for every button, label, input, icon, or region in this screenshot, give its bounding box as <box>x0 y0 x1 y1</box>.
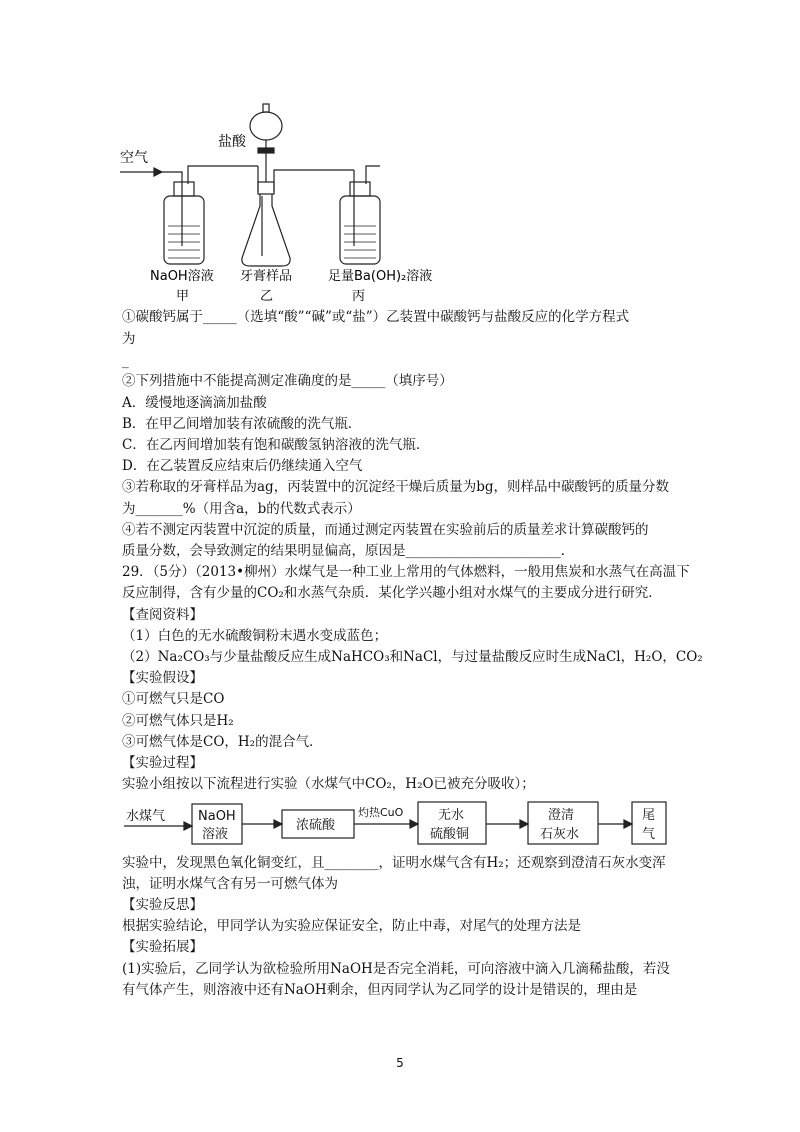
section-heading: 【查阅资料】 <box>122 607 203 623</box>
text-line: 实验小组按以下流程进行实验（水煤气中CO₂，H₂O已被充分吸收）； <box>122 776 535 792</box>
text-line: ①可燃气只是CO <box>122 691 225 707</box>
section-heading: 【实验拓展】 <box>122 939 203 955</box>
text-line: ②下列措施中不能提高测定准确度的是_____（填序号） <box>122 373 453 389</box>
bottle-c-name: 丙 <box>352 289 366 304</box>
text-line: ①碳酸钙属于_____（选填“酸”“碱”或“盐”）乙装置中碳酸钙与盐酸反应的化学方程式 <box>122 309 630 325</box>
flow-box1-line1: NaOH <box>198 809 236 824</box>
flow-arrow3-label: 灼热CuO <box>358 806 404 819</box>
flow-box4-line1: 澄清 <box>548 808 575 823</box>
section-heading: 【实验反思】 <box>122 897 203 913</box>
section-heading: 【实验过程】 <box>122 755 203 771</box>
page-number: 5 <box>396 1056 404 1070</box>
text-line: ②可燃气体只是H₂ <box>122 713 234 729</box>
flow-box4-line2: 石灰水 <box>540 827 580 842</box>
text-line: 为_______%（用含a，b的代数式表示） <box>122 501 361 517</box>
flow-box1-line2: 溶液 <box>202 827 229 842</box>
flow-box3-line1: 无水 <box>438 808 465 823</box>
flask-label: 牙膏样品 <box>240 269 293 284</box>
flow-start-label: 水煤气 <box>126 809 166 824</box>
flow-box2-label: 浓硫酸 <box>296 818 336 833</box>
text-line: 实验中，发现黑色氧化铜变红，且________，证明水煤气含有H₂；还观察到澄清石灰水变浑 <box>122 855 666 871</box>
text-line: ④若不测定丙装置中沉淀的质量，而通过测定丙装置在实验前后的质量差求计算碳酸钙的 <box>122 522 649 538</box>
bottle-a-label: NaOH溶液 <box>150 269 214 284</box>
text-line: B．在甲乙间增加装有浓硫酸的洗气瓶． <box>122 416 362 432</box>
text-line: A．缓慢地逐滴滴加盐酸 <box>122 395 267 411</box>
text-line: （2）Na₂CO₃与少量盐酸反应生成NaHCO₃和NaCl，与过量盐酸反应时生成NaCl，H₂O，CO₂ <box>122 649 703 665</box>
question-29-line: 29．（5分）（2013•柳州）水煤气是一种工业上常用的气体燃料，一般用焦炭和水蒸气在高温下 <box>122 564 690 580</box>
flask-name: 乙 <box>260 289 274 304</box>
flow-box5-line1: 尾 <box>642 808 656 823</box>
text-line: C．在乙丙间增加装有饱和碳酸氢钠溶液的洗气瓶． <box>122 437 430 453</box>
text-line: 根据实验结论，甲同学认为实验应保证安全，防止中毒，对尾气的处理方法是 <box>122 918 581 934</box>
text-line: ③可燃气体是CO，H₂的混合气． <box>122 734 323 750</box>
section-heading: 【实验假设】 <box>122 670 203 686</box>
text-line: 浊，证明水煤气含有另一可燃气体为 <box>122 876 338 892</box>
bottle-c-label: 足量Ba(OH)₂溶液 <box>328 269 433 284</box>
flow-chart <box>122 796 682 846</box>
text-line: 为 <box>122 331 136 347</box>
text-line: 质量分数，会导致测定的结果明显偏高，原因是_______________________． <box>122 543 575 559</box>
text-line: (1)实验后，乙同学认为欲检验所用NaOH是否完全消耗，可向溶液中滴入几滴稀盐酸，若没 <box>122 961 670 977</box>
text-line: ③若称取的牙膏样品为ag，丙装置中的沉淀经干燥后质量为bg，则样品中碳酸钙的质量分数 <box>122 479 669 495</box>
apparatus-diagram <box>118 96 448 308</box>
text-line: （1）白色的无水硫酸铜粉末遇水变成蓝色； <box>122 628 388 644</box>
text-line: D．在乙装置反应结束后仍继续通入空气 <box>122 458 363 474</box>
hcl-label: 盐酸 <box>218 134 246 150</box>
text-line: 有气体产生，则溶液中还有NaOH剩余，但丙同学认为乙同学的设计是错误的，理由是 <box>122 982 638 998</box>
text-line: 反应制得，含有少量的CO₂和水蒸气杂质．某化学兴趣小组对水煤气的主要成分进行研究． <box>122 585 662 601</box>
bottle-a-name: 甲 <box>176 289 190 304</box>
text-line: _ <box>122 353 129 369</box>
air-label: 空气 <box>120 150 148 166</box>
flow-box3-line2: 硫酸铜 <box>430 827 470 842</box>
flow-box5-line2: 气 <box>642 827 656 842</box>
